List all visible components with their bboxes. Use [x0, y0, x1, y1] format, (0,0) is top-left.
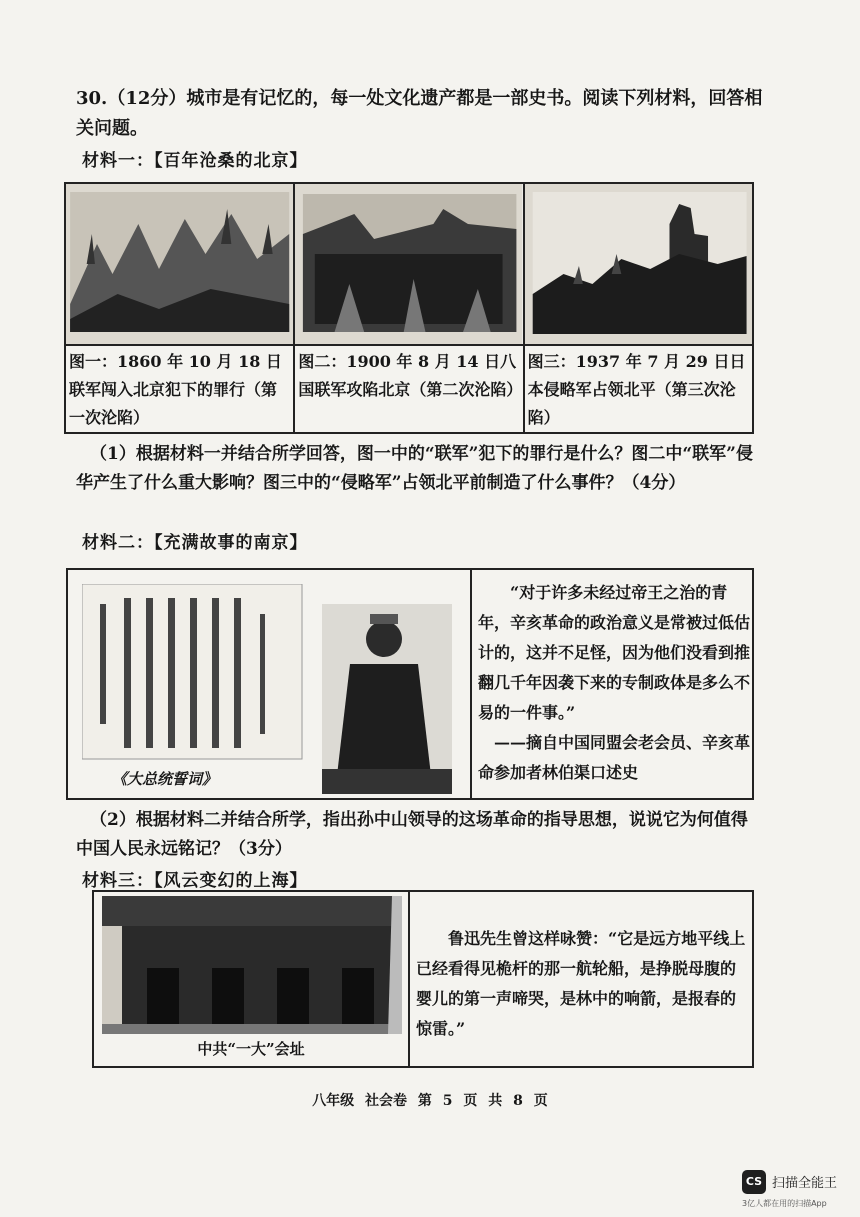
question-2-text: （2）根据材料二并结合所学，指出孙中山领导的这场革命的指导思想，说说它为何值得中国人民永远铭记？（3分）: [76, 810, 748, 859]
gate-tower-photo: [525, 184, 752, 344]
material-2-title: 材料二：【充满故事的南京】: [82, 533, 308, 553]
material-3-box: [92, 890, 754, 1068]
quote-source: ——摘自中国同盟会老会员、辛亥革命参加者林伯渠口述史: [478, 733, 751, 782]
watermark-subtitle: 3亿人都在用的扫描App: [742, 1199, 827, 1208]
material-3-quote: [416, 924, 750, 1044]
material-3-divider: [408, 892, 410, 1066]
figure-3-caption: 图三：1937 年 7 月 29 日日本侵略军占领北平（第三次沦陷）: [524, 345, 753, 433]
material-2-box: [66, 568, 754, 800]
material-2-divider: [470, 570, 472, 798]
question-2: [76, 806, 756, 864]
congress-site-caption: 中共“一大”会址: [197, 1040, 305, 1058]
watermark-name: 扫描全能王: [772, 1176, 838, 1191]
lu-xun-quote: 鲁迅先生曾这样咏赞：“它是远方地平线上已经看得见桅杆的那一航轮船，是挣脱母腹的婴儿的第一声啼哭，是林中的响箭，是报春的惊雷。”: [416, 929, 746, 1038]
scanner-watermark: [742, 1170, 852, 1210]
figure-2-photo: [294, 183, 523, 345]
oath-image-caption: 《大总统誓词》: [112, 770, 218, 788]
material-3-title: 材料三：【风云变幻的上海】: [82, 871, 308, 891]
material-2-quote: [478, 578, 750, 788]
question-1: [76, 440, 756, 498]
question-number-score: 30.（12分）: [76, 88, 187, 109]
material-1-table: [64, 182, 754, 434]
first-congress-site-photo: [102, 896, 402, 1034]
ruins-photo-1: [66, 184, 293, 344]
page-footer: 八年级 社会卷 第 5 页 共 8 页: [312, 1093, 548, 1109]
material-1-title: 材料一：【百年沧桑的北京】: [82, 151, 308, 171]
figure-1-photo: [65, 183, 294, 345]
question-intro-text: 城市是有记忆的，每一处文化遗产都是一部史书。阅读下列材料，回答相关问题。: [76, 88, 763, 139]
question-30-intro: [76, 84, 776, 144]
oath-and-portrait-image: [82, 584, 452, 796]
question-1-text: （1）根据材料一并结合所学回答，图一中的“联军”犯下的罪行是什么？图二中“联军”侵华产生了什么重大影响？图三中的“侵略军”占领北平前制造了什么事件？（4分）: [76, 444, 753, 493]
camscanner-logo: CS: [742, 1170, 766, 1194]
lin-boqu-quote: “对于许多未经过帝王之治的青年，辛亥革命的政治意义是常被过低估计的，这并不足怪，因为他们没看到推翻几千年因袭下来的专制政体是多么不易的一件事。”: [478, 583, 751, 722]
figure-2-caption: 图二：1900 年 8 月 14 日八国联军攻陷北京（第二次沦陷）: [294, 345, 523, 433]
figure-1-caption: 图一：1860 年 10 月 18 日联军闯入北京犯下的罪行（第一次沦陷）: [65, 345, 294, 433]
city-wall-photo: [295, 184, 522, 344]
figure-3-photo: [524, 183, 753, 345]
